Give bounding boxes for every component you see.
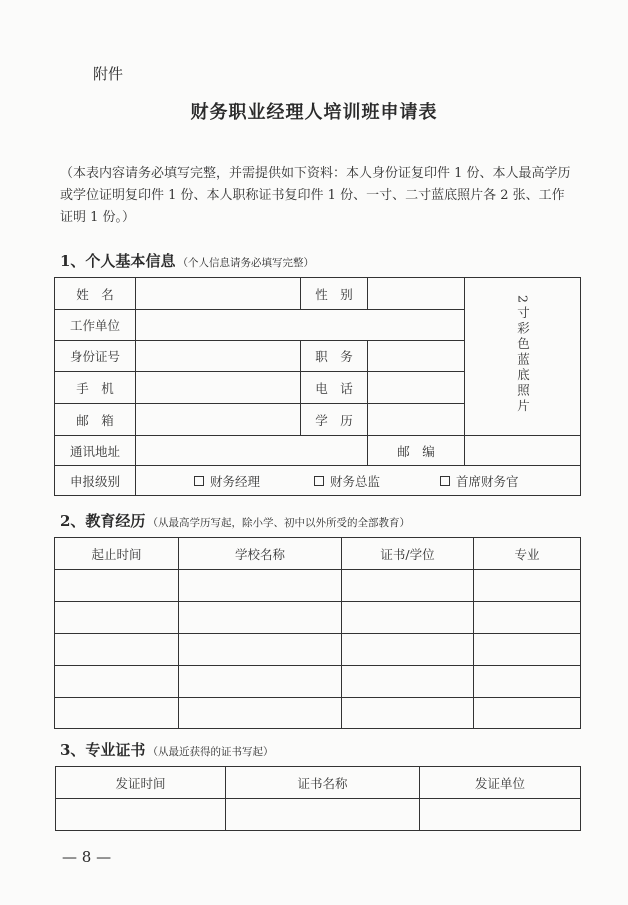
section1-heading xyxy=(60,250,314,271)
education-table xyxy=(54,537,581,729)
table-cell[interactable] xyxy=(55,570,179,602)
table-cell[interactable] xyxy=(474,602,581,634)
table-cell[interactable] xyxy=(55,602,179,634)
certificate-table xyxy=(55,766,581,831)
education-col-header: 专业 xyxy=(474,538,581,570)
table-cell[interactable] xyxy=(342,602,474,634)
table-cell[interactable] xyxy=(56,799,226,831)
mobile-field[interactable] xyxy=(136,372,301,404)
checkbox-icon[interactable] xyxy=(314,476,324,486)
email-field[interactable] xyxy=(136,404,301,436)
level-option-label: 首席财务官 xyxy=(456,473,519,489)
name-label: 姓 名 xyxy=(55,278,136,310)
table-row xyxy=(55,634,581,666)
table-cell[interactable] xyxy=(474,666,581,698)
certificate-col-header: 发证单位 xyxy=(420,767,581,799)
postcode-label: 邮 编 xyxy=(368,436,465,466)
instructions-note: （本表内容请务必填写完整，并需提供如下资料：本人身份证复印件 1 份、本人最高学历或学位证明复印件 1 份、本人职称证书复印件 1 份、一寸、二寸蓝底照片各 2 张、工作证明 1 份。） xyxy=(60,166,571,225)
section1-subtitle: （个人信息请务必填写完整） xyxy=(177,257,314,269)
checkbox-icon[interactable] xyxy=(194,476,204,486)
table-cell[interactable] xyxy=(474,698,581,729)
education-field[interactable] xyxy=(368,404,465,436)
level-option-label: 财务经理 xyxy=(210,473,261,489)
phone-label: 电 话 xyxy=(301,372,368,404)
section2-title: 2、教育经历 xyxy=(60,512,146,530)
table-cell[interactable] xyxy=(179,602,342,634)
level-option-label: 财务总监 xyxy=(330,473,381,489)
photo-box[interactable] xyxy=(465,278,581,436)
level-option-director[interactable] xyxy=(314,472,380,490)
table-cell[interactable] xyxy=(55,634,179,666)
section2-heading xyxy=(60,510,410,531)
table-cell[interactable] xyxy=(179,698,342,729)
level-option-manager[interactable] xyxy=(194,472,260,490)
position-field[interactable] xyxy=(368,341,465,372)
gender-label: 性 别 xyxy=(301,278,368,310)
gender-field[interactable] xyxy=(368,278,465,310)
table-cell[interactable] xyxy=(179,570,342,602)
table-row xyxy=(55,602,581,634)
position-label: 职 务 xyxy=(301,341,368,372)
section2-subtitle: （从最高学历写起，除小学、初中以外所受的全部教育） xyxy=(147,517,410,529)
table-cell[interactable] xyxy=(179,666,342,698)
address-field[interactable] xyxy=(136,436,368,466)
personal-info-table xyxy=(54,277,581,496)
table-row xyxy=(55,570,581,602)
photo-label: 2寸彩色蓝底照片 xyxy=(515,295,531,415)
workplace-field[interactable] xyxy=(136,310,465,341)
section3-title: 3、专业证书 xyxy=(60,741,146,759)
postcode-field[interactable] xyxy=(465,436,581,466)
table-row xyxy=(56,799,581,831)
id-label: 身份证号 xyxy=(55,341,136,372)
table-cell[interactable] xyxy=(179,634,342,666)
certificate-col-header: 发证时间 xyxy=(56,767,226,799)
name-field[interactable] xyxy=(136,278,301,310)
id-field[interactable] xyxy=(136,341,301,372)
phone-field[interactable] xyxy=(368,372,465,404)
page-number: — 8 — xyxy=(62,848,112,866)
workplace-label: 工作单位 xyxy=(55,310,136,341)
table-row xyxy=(55,666,581,698)
table-row xyxy=(55,698,581,729)
address-label: 通讯地址 xyxy=(55,436,136,466)
section3-heading xyxy=(60,739,273,760)
table-cell[interactable] xyxy=(342,570,474,602)
education-col-header: 起止时间 xyxy=(55,538,179,570)
table-cell[interactable] xyxy=(55,698,179,729)
section3-subtitle: （从最近获得的证书写起） xyxy=(147,746,274,758)
level-label: 申报级别 xyxy=(55,466,136,496)
mobile-label: 手 机 xyxy=(55,372,136,404)
table-cell[interactable] xyxy=(474,634,581,666)
checkbox-icon[interactable] xyxy=(440,476,450,486)
level-options xyxy=(136,466,581,496)
certificate-col-header: 证书名称 xyxy=(226,767,420,799)
education-col-header: 学校名称 xyxy=(179,538,342,570)
table-cell[interactable] xyxy=(55,666,179,698)
table-cell[interactable] xyxy=(342,698,474,729)
table-cell[interactable] xyxy=(342,634,474,666)
education-col-header: 证书/学位 xyxy=(342,538,474,570)
table-cell[interactable] xyxy=(420,799,581,831)
attachment-label: 附件 xyxy=(93,65,124,83)
table-cell[interactable] xyxy=(226,799,420,831)
table-cell[interactable] xyxy=(474,570,581,602)
section1-title: 1、个人基本信息 xyxy=(60,252,176,270)
table-cell[interactable] xyxy=(342,666,474,698)
education-label: 学 历 xyxy=(301,404,368,436)
email-label: 邮 箱 xyxy=(55,404,136,436)
level-option-cfo[interactable] xyxy=(440,472,519,490)
form-title: 财务职业经理人培训班申请表 xyxy=(190,102,438,123)
